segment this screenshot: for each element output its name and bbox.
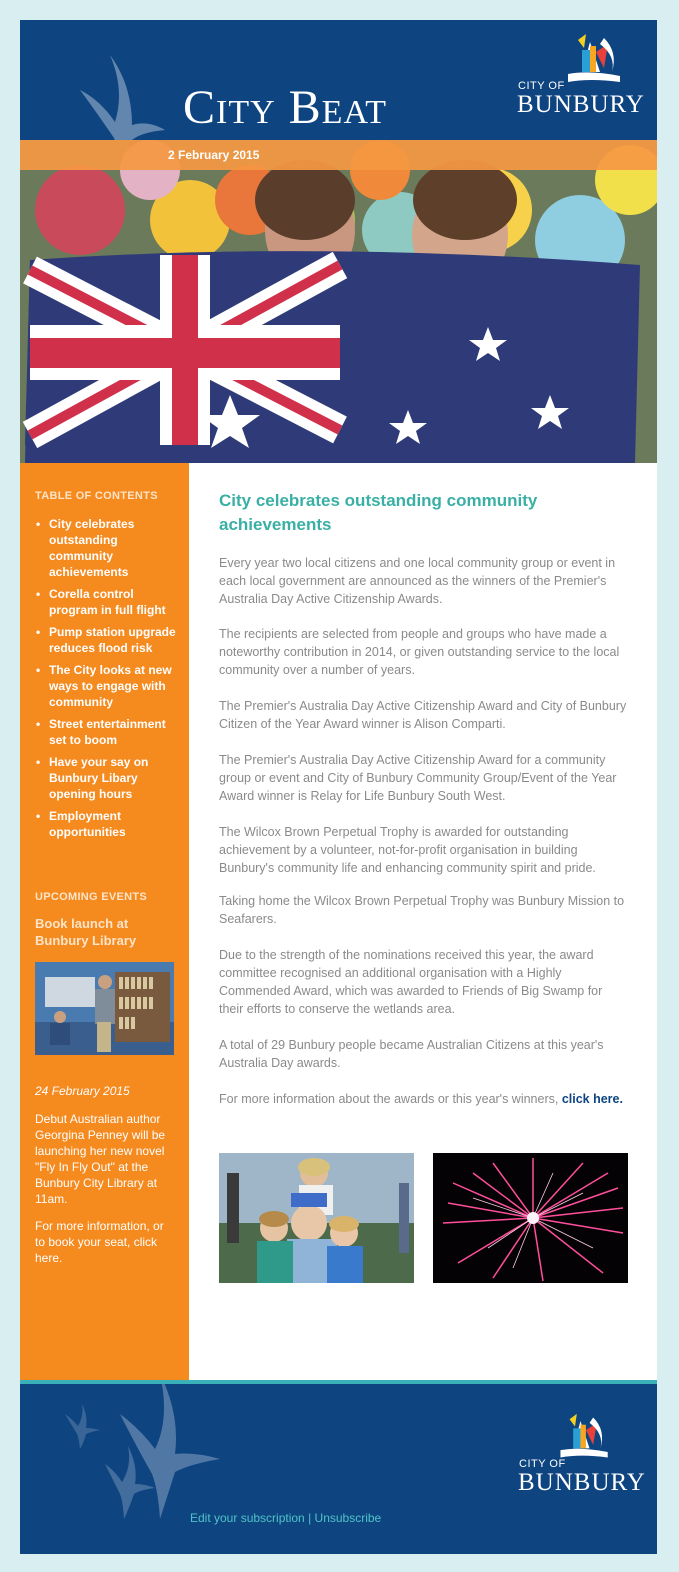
event-description: Debut Australian author Georgina Penney will be launching her new novel "Fly In Fly Out" at the Bunbury City Library at 11am.: [35, 1112, 166, 1206]
sidebar: [20, 463, 189, 1380]
toc-heading: TABLE OF CONTENTS: [35, 490, 158, 502]
library-photo: [35, 962, 174, 1055]
logo-bunbury: BUNBURY: [517, 91, 645, 118]
content-area: [20, 463, 657, 1380]
toc-item[interactable]: • The City looks at new ways to engage with community: [35, 662, 180, 710]
fireworks-photo: [433, 1153, 628, 1283]
hero-photo: [20, 140, 657, 463]
date-band: [20, 140, 657, 170]
article-paragraph: The recipients are selected from people and groups who have made a noteworthy contribution in 2014, or given outstanding service to the local community over a number of years.: [219, 627, 620, 677]
table-of-contents: [35, 516, 180, 846]
footer-links: [190, 1511, 381, 1525]
events-heading: UPCOMING EVENTS: [35, 891, 148, 903]
toc-item[interactable]: • Corella control program in full flight: [35, 586, 180, 618]
newsletter-title: City Beat: [183, 81, 387, 134]
article-paragraph: Due to the strength of the nominations received this year, the award committee recognised an additional organisation with a Highly Commended Award, which was awarded to Friends of Big Swamp for their efforts to conserve the wetlands area.: [219, 948, 603, 1016]
bunbury-logo[interactable]: [498, 32, 645, 132]
event-title-link[interactable]: Book launch at Bunbury Library: [35, 916, 137, 948]
toc-item[interactable]: • Employment opportunities: [35, 808, 180, 840]
issue-date: 2 February 2015: [168, 148, 260, 162]
more-info-text: For more information about the awards or this year's winners,: [219, 1092, 562, 1106]
logo-city-of: CITY OF: [518, 80, 565, 92]
link-separator: |: [304, 1511, 315, 1525]
toc-item[interactable]: • Pump station upgrade reduces flood risk: [35, 624, 180, 656]
event-date: 24 February 2015: [35, 1084, 130, 1098]
toc-item[interactable]: • Street entertainment set to boom: [35, 716, 180, 748]
edit-subscription-link[interactable]: Edit your subscription: [190, 1511, 305, 1525]
article-paragraph: The Premier's Australia Day Active Citizenship Award for a community group or event and City of Bunbury Community Group/Event of the Year Award winner is Relay for Life Bunbury South West.: [219, 753, 617, 803]
australia-day-photo: [20, 140, 657, 463]
logo-city-of: CITY OF: [519, 1458, 566, 1470]
footer-bunbury-logo[interactable]: [498, 1412, 646, 1502]
seabirds-icon: [60, 1380, 220, 1524]
article-paragraph: The Premier's Australia Day Active Citizenship Award and City of Bunbury Citizen of the Year Award winner is Alison Comparti.: [219, 699, 627, 731]
bunbury-emblem-icon: [560, 32, 630, 87]
header: [20, 20, 657, 140]
toc-item[interactable]: • City celebrates outstanding community achievements: [35, 516, 180, 580]
event-booking-link[interactable]: For more information, or to book your seat, click here.: [35, 1219, 164, 1265]
article-paragraph: The Wilcox Brown Perpetual Trophy is awarded for outstanding achievement by a volunteer, not-for-profit organisation in building Bunbury's community life and enhancing community spirit and pride.: [219, 825, 596, 875]
footer: [20, 1380, 657, 1554]
newsletter: [20, 20, 657, 1554]
article-paragraph: Taking home the Wilcox Brown Perpetual Trophy was Bunbury Mission to Seafarers.: [219, 894, 625, 926]
logo-bunbury: BUNBURY: [518, 1469, 646, 1496]
article-headline: City celebrates outstanding community achievements: [219, 491, 538, 534]
unsubscribe-link[interactable]: Unsubscribe: [314, 1511, 382, 1525]
family-photo: [219, 1153, 414, 1283]
seabird-icon: [70, 50, 170, 140]
article-paragraph: A total of 29 Bunbury people became Australian Citizens at this year's Australia Day awards.: [219, 1038, 604, 1070]
toc-item[interactable]: • Have your say on Bunbury Libary opening hours: [35, 754, 180, 802]
bunbury-emblem-icon: [550, 1412, 620, 1462]
more-info-link[interactable]: click here.: [561, 1092, 623, 1106]
article-paragraph: Every year two local citizens and one local community group or event in each local government are announced as the winners of the Premier's Australia Day Active Citizenship Awards.: [219, 556, 616, 606]
more-info-paragraph: [219, 1090, 629, 1108]
